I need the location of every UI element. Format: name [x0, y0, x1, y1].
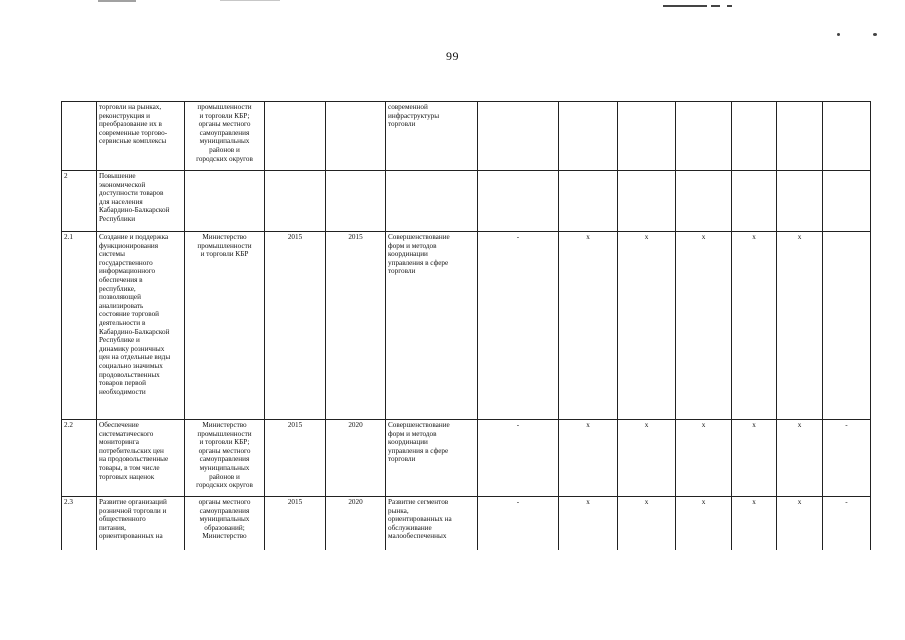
end-year: [326, 102, 386, 171]
expected-result: Совершенствование форм и методов координации управления в сфере торговли: [386, 420, 478, 497]
end-year: 2020: [326, 420, 386, 497]
indicator-cell: х: [559, 420, 618, 497]
indicator-cell: [823, 102, 871, 171]
row-number: 2: [62, 171, 97, 232]
indicator-cell: х: [676, 232, 732, 420]
indicator-cell: [618, 171, 676, 232]
scan-artifact: [727, 5, 732, 7]
start-year: [265, 102, 326, 171]
indicator-cell: -: [478, 420, 559, 497]
indicator-cell: х: [676, 497, 732, 550]
indicator-cell: [676, 171, 732, 232]
table-row: [62, 420, 871, 497]
indicator-cell: [618, 102, 676, 171]
table-row: [62, 102, 871, 171]
row-number: [62, 102, 97, 171]
executor: органы местного самоуправления муниципальных образований; Министерство: [185, 497, 265, 550]
indicator-cell: х: [777, 232, 823, 420]
scan-artifact: [98, 0, 136, 2]
executor: Министерство промышленности и торговли КБР: [185, 232, 265, 420]
indicator-cell: [676, 102, 732, 171]
indicator-cell: х: [559, 497, 618, 550]
indicator-cell: [777, 171, 823, 232]
row-number: 2.3: [62, 497, 97, 550]
indicator-cell: [823, 232, 871, 420]
scan-artifact: [220, 0, 280, 1]
row-number: 2.2: [62, 420, 97, 497]
indicator-cell: [478, 171, 559, 232]
indicator-cell: -: [823, 497, 871, 550]
scan-artifact: [873, 33, 877, 36]
indicator-cell: х: [732, 232, 777, 420]
executor: [185, 171, 265, 232]
activity-name: Обеспечение систематического мониторинга потребительских цен на продовольственные товары, в том числе торговых наценок: [97, 420, 185, 497]
indicator-cell: х: [777, 497, 823, 550]
table-row: [62, 171, 871, 232]
indicator-cell: х: [732, 420, 777, 497]
indicator-cell: [478, 102, 559, 171]
indicator-cell: [777, 102, 823, 171]
activity-name: Развитие организаций розничной торговли и общественного питания, ориентированных на: [97, 497, 185, 550]
indicator-cell: [732, 102, 777, 171]
start-year: 2015: [265, 497, 326, 550]
executor: промышленности и торговли КБР; органы местного самоуправления муниципальных районов и городских округов: [185, 102, 265, 171]
indicator-cell: х: [777, 420, 823, 497]
indicator-cell: х: [559, 232, 618, 420]
table-row: [62, 232, 871, 420]
start-year: 2015: [265, 420, 326, 497]
indicator-cell: -: [478, 232, 559, 420]
end-year: 2015: [326, 232, 386, 420]
activity-name: торговли на рынках, реконструкция и преобразование их в современные торгово- сервисные комплексы: [97, 102, 185, 171]
table-row: [62, 497, 871, 550]
scan-artifact: [837, 33, 840, 36]
start-year: 2015: [265, 232, 326, 420]
page-number: 99: [446, 49, 459, 63]
indicator-cell: х: [732, 497, 777, 550]
activity-name: Создание и поддержка функционирования системы государственного информационного обеспечения в республике, позволяющей анализировать состояние торговой деятельности в Кабардино-Балкарской Республике и динамику розничных цен на отдельные виды социально значимых продовольственных товаров первой необходимости: [97, 232, 185, 420]
expected-result: Совершенствование форм и методов координации управления в сфере торговли: [386, 232, 478, 420]
row-number: 2.1: [62, 232, 97, 420]
expected-result: [386, 171, 478, 232]
start-year: [265, 171, 326, 232]
indicator-cell: х: [618, 497, 676, 550]
indicator-cell: [823, 171, 871, 232]
executor: Министерство промышленности и торговли КБР; органы местного самоуправления муниципальных районов и городских округов: [185, 420, 265, 497]
indicator-cell: [559, 171, 618, 232]
expected-result: современной инфраструктуры торговли: [386, 102, 478, 171]
indicator-cell: х: [618, 420, 676, 497]
end-year: 2020: [326, 497, 386, 550]
indicator-cell: [732, 171, 777, 232]
activity-name: Повышение экономической доступности товаров для населения Кабардино-Балкарской Республики: [97, 171, 185, 232]
indicator-cell: [559, 102, 618, 171]
indicator-cell: х: [618, 232, 676, 420]
scan-artifact: [663, 5, 707, 7]
plan-table: [61, 101, 871, 550]
indicator-cell: -: [823, 420, 871, 497]
indicator-cell: х: [676, 420, 732, 497]
scan-artifact: [711, 5, 720, 7]
expected-result: Развитие сегментов рынка, ориентированных на обслуживание малообеспеченных: [386, 497, 478, 550]
end-year: [326, 171, 386, 232]
indicator-cell: -: [478, 497, 559, 550]
